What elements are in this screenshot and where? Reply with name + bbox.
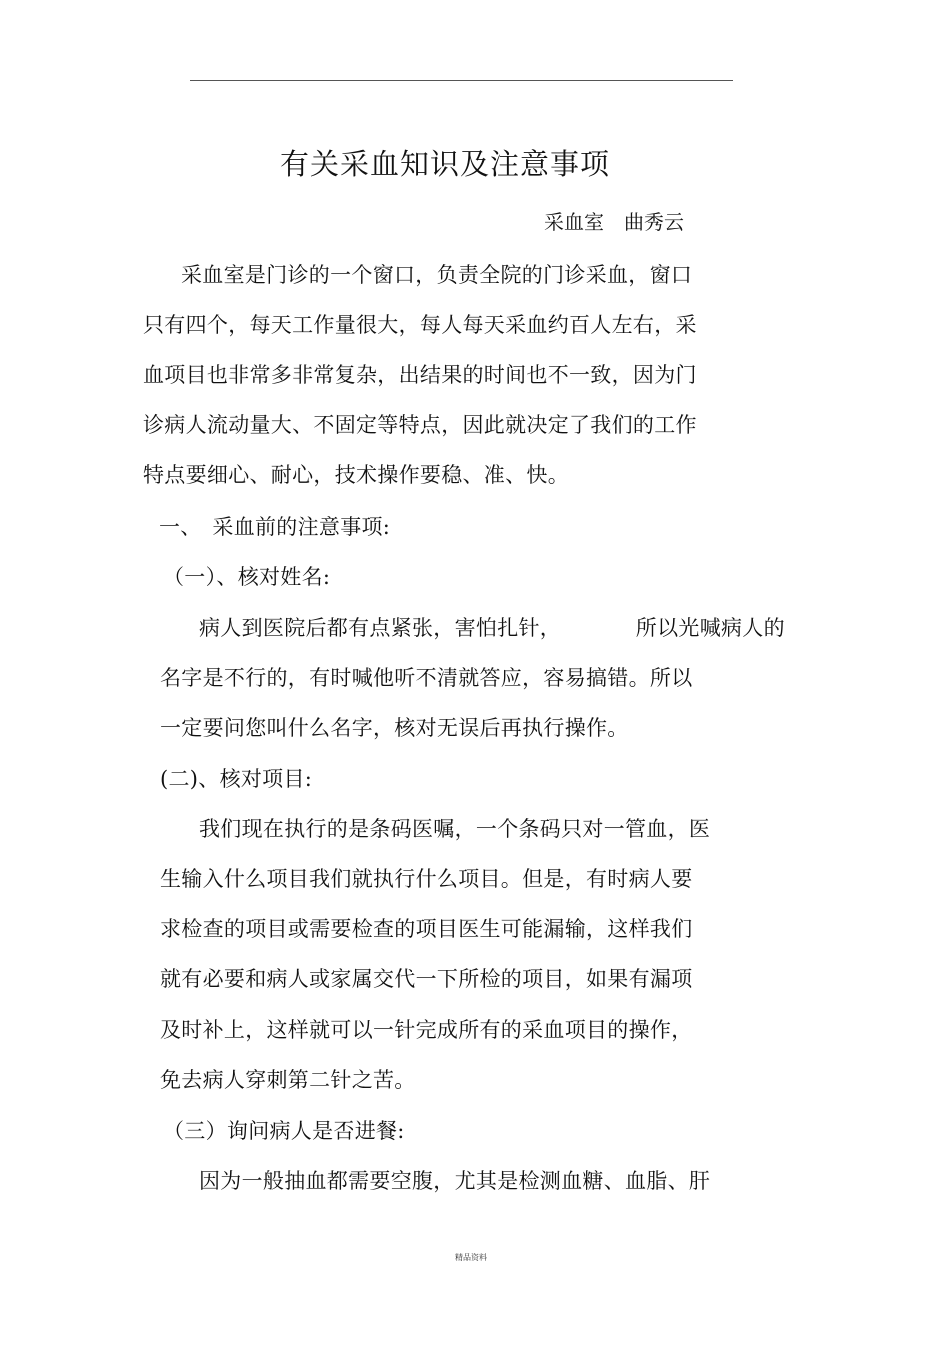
page-footer: 精品资料 <box>455 1253 487 1262</box>
body-line: 因为一般抽血都需要空腹，尤其是检测血糖、血脂、肝 <box>199 1169 711 1193</box>
subsection-heading: （三）询问病人是否进餐: <box>163 1119 405 1143</box>
body-line: 只有四个，每天工作量很大，每人每天采血约百人左右，采 <box>143 313 697 337</box>
body-line: 免去病人穿刺第二针之苦。 <box>160 1068 416 1092</box>
body-line: 生输入什么项目我们就执行什么项目。但是，有时病人要 <box>160 867 693 891</box>
body-line: 血项目也非常多非常复杂，出结果的时间也不一致，因为门 <box>143 363 697 387</box>
header-rule <box>190 80 733 81</box>
body-line: 名字是不行的，有时喊他听不清就答应，容易搞错。所以 <box>160 666 693 690</box>
section-heading: 一、 采血前的注意事项: <box>159 515 391 539</box>
body-line: 及时补上，这样就可以一针完成所有的采血项目的操作， <box>160 1018 693 1042</box>
body-line: 病人到医院后都有点紧张，害怕扎针， 所以光喊病人的 <box>199 616 785 640</box>
subsection-heading: (二)、核对项目: <box>160 767 313 791</box>
body-line: 一定要问您叫什么名字，核对无误后再执行操作。 <box>160 716 629 740</box>
body-line: 求检查的项目或需要检查的项目医生可能漏输，这样我们 <box>160 917 693 941</box>
body-line: 我们现在执行的是条码医嘱，一个条码只对一管血，医 <box>199 817 711 841</box>
body-line: 诊病人流动量大、不固定等特点，因此就决定了我们的工作 <box>143 413 697 437</box>
subsection-heading: （一）、核对姓名: <box>163 565 331 589</box>
document-title: 有关采血知识及注意事项 <box>279 147 610 181</box>
body-line: 特点要细心、耐心，技术操作要稳、准、快。 <box>143 463 569 487</box>
body-line: 就有必要和病人或家属交代一下所检的项目，如果有漏项 <box>160 967 693 991</box>
body-line: 采血室是门诊的一个窗口，负责全院的门诊采血，窗口 <box>181 263 693 287</box>
author-line: 采血室 曲秀云 <box>544 210 684 234</box>
